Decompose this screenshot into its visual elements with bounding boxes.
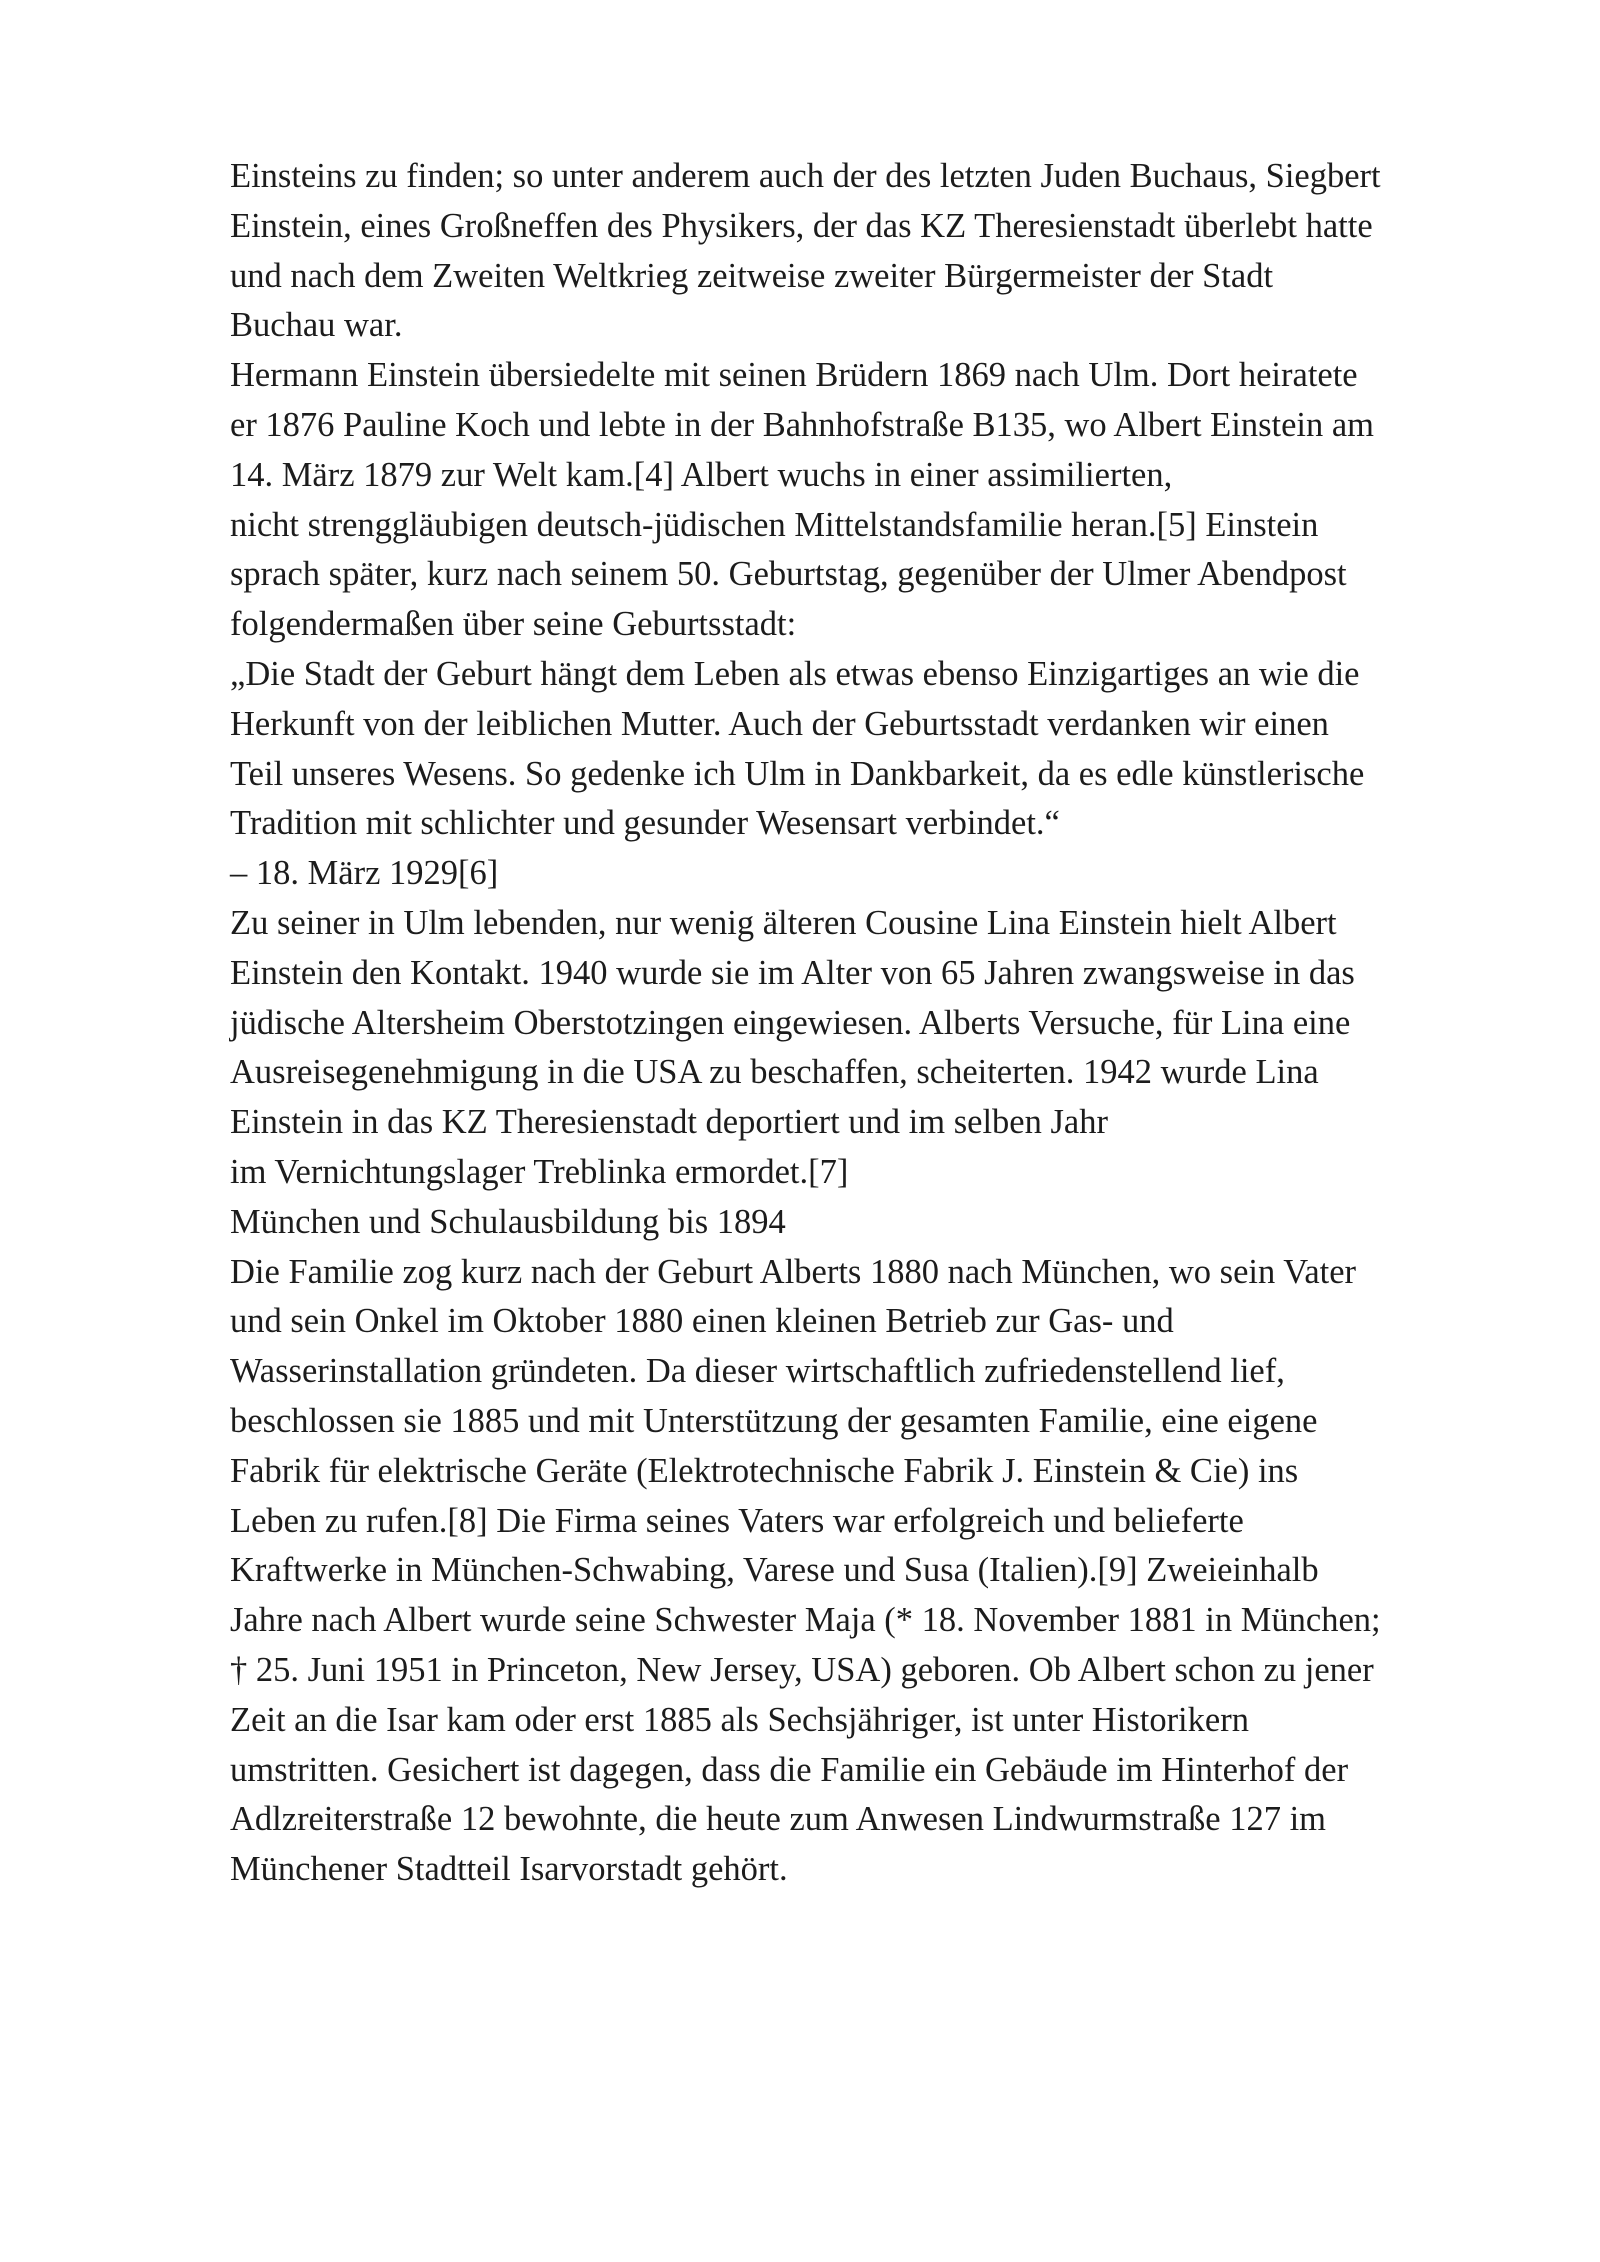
text-line: Einsteins zu finden; so unter anderem auch der des letzten Juden Buchaus, Siegbert — [230, 157, 1381, 195]
text-line: München und Schulausbildung bis 1894 — [230, 1202, 786, 1241]
text-line: Einstein, eines Großneffen des Physikers, der das KZ Theresienstadt überlebt hatte — [230, 206, 1373, 245]
text-line: Wasserinstallation gründeten. Da dieser wirtschaftlich zufriedenstellend lief, — [230, 1352, 1285, 1391]
text-line: Hermann Einstein übersiedelte mit seinen Brüdern 1869 nach Ulm. Dort heiratete — [230, 356, 1358, 395]
text-line: Die Familie zog kurz nach der Geburt Alberts 1880 nach München, wo sein Vater — [230, 1252, 1357, 1291]
text-line: Zu seiner in Ulm lebenden, nur wenig älteren Cousine Lina Einstein hielt Albert — [230, 903, 1337, 942]
text-line: „Die Stadt der Geburt hängt dem Leben als etwas ebenso Einzigartiges an wie die — [230, 654, 1360, 693]
text-line: und nach dem Zweiten Weltkrieg zeitweise zweiter Bürgermeister der Stadt — [230, 256, 1274, 295]
text-line: Herkunft von der leiblichen Mutter. Auch der Geburtsstadt verdanken wir einen — [230, 704, 1329, 743]
text-line: umstritten. Gesichert ist dagegen, dass die Familie ein Gebäude im Hinterhof der — [230, 1750, 1349, 1789]
text-line: Ausreisegenehmigung in die USA zu beschaffen, scheiterten. 1942 wurde Lina — [230, 1053, 1319, 1092]
document-body — [230, 152, 1520, 1895]
text-line: Adlzreiterstraße 12 bewohnte, die heute zum Anwesen Lindwurmstraße 127 im — [230, 1800, 1327, 1839]
text-line: Fabrik für elektrische Geräte (Elektrotechnische Fabrik J. Einstein & Cie) ins — [230, 1451, 1299, 1490]
text-line: beschlossen sie 1885 und mit Unterstützung der gesamten Familie, eine eigene — [230, 1401, 1318, 1440]
text-line: er 1876 Pauline Koch und lebte in der Bahnhofstraße B135, wo Albert Einstein am — [230, 405, 1375, 444]
text-line: 14. März 1879 zur Welt kam.[4] Albert wuchs in einer assimilierten, — [230, 455, 1173, 494]
text-line: nicht strenggläubigen deutsch-jüdischen Mittelstandsfamilie heran.[5] Einstein — [230, 505, 1319, 544]
text-line: Jahre nach Albert wurde seine Schwester Maja (* 18. November 1881 in München; — [230, 1601, 1381, 1640]
text-line: sprach später, kurz nach seinem 50. Geburtstag, gegenüber der Ulmer Abendpost — [230, 555, 1347, 594]
text-line: folgendermaßen über seine Geburtsstadt: — [230, 605, 797, 644]
text-line: im Vernichtungslager Treblinka ermordet.[7] — [230, 1152, 849, 1191]
text-line: Zeit an die Isar kam oder erst 1885 als Sechsjähriger, ist unter Historikern — [230, 1700, 1249, 1739]
text-line: Tradition mit schlichter und gesunder Wesensart verbindet.“ — [230, 804, 1060, 843]
text-line: Leben zu rufen.[8] Die Firma seines Vaters war erfolgreich und belieferte — [230, 1501, 1244, 1540]
text-line: † 25. Juni 1951 in Princeton, New Jersey, USA) geboren. Ob Albert schon zu jener — [230, 1650, 1374, 1689]
text-line: Teil unseres Wesens. So gedenke ich Ulm in Dankbarkeit, da es edle künstlerische — [230, 754, 1365, 793]
text-line: – 18. März 1929[6] — [230, 854, 499, 893]
text-line: Buchau war. — [230, 306, 403, 345]
text-line: jüdische Altersheim Oberstotzingen eingewiesen. Alberts Versuche, für Lina eine — [230, 1003, 1351, 1042]
text-line: Kraftwerke in München-Schwabing, Varese und Susa (Italien).[9] Zweieinhalb — [230, 1551, 1319, 1590]
text-line: und sein Onkel im Oktober 1880 einen kleinen Betrieb zur Gas- und — [230, 1302, 1174, 1341]
text-line: Münchener Stadtteil Isarvorstadt gehört. — [230, 1850, 788, 1889]
text-line: Einstein in das KZ Theresienstadt deportiert und im selben Jahr — [230, 1103, 1108, 1142]
text-line: Einstein den Kontakt. 1940 wurde sie im Alter von 65 Jahren zwangsweise in das — [230, 953, 1355, 992]
